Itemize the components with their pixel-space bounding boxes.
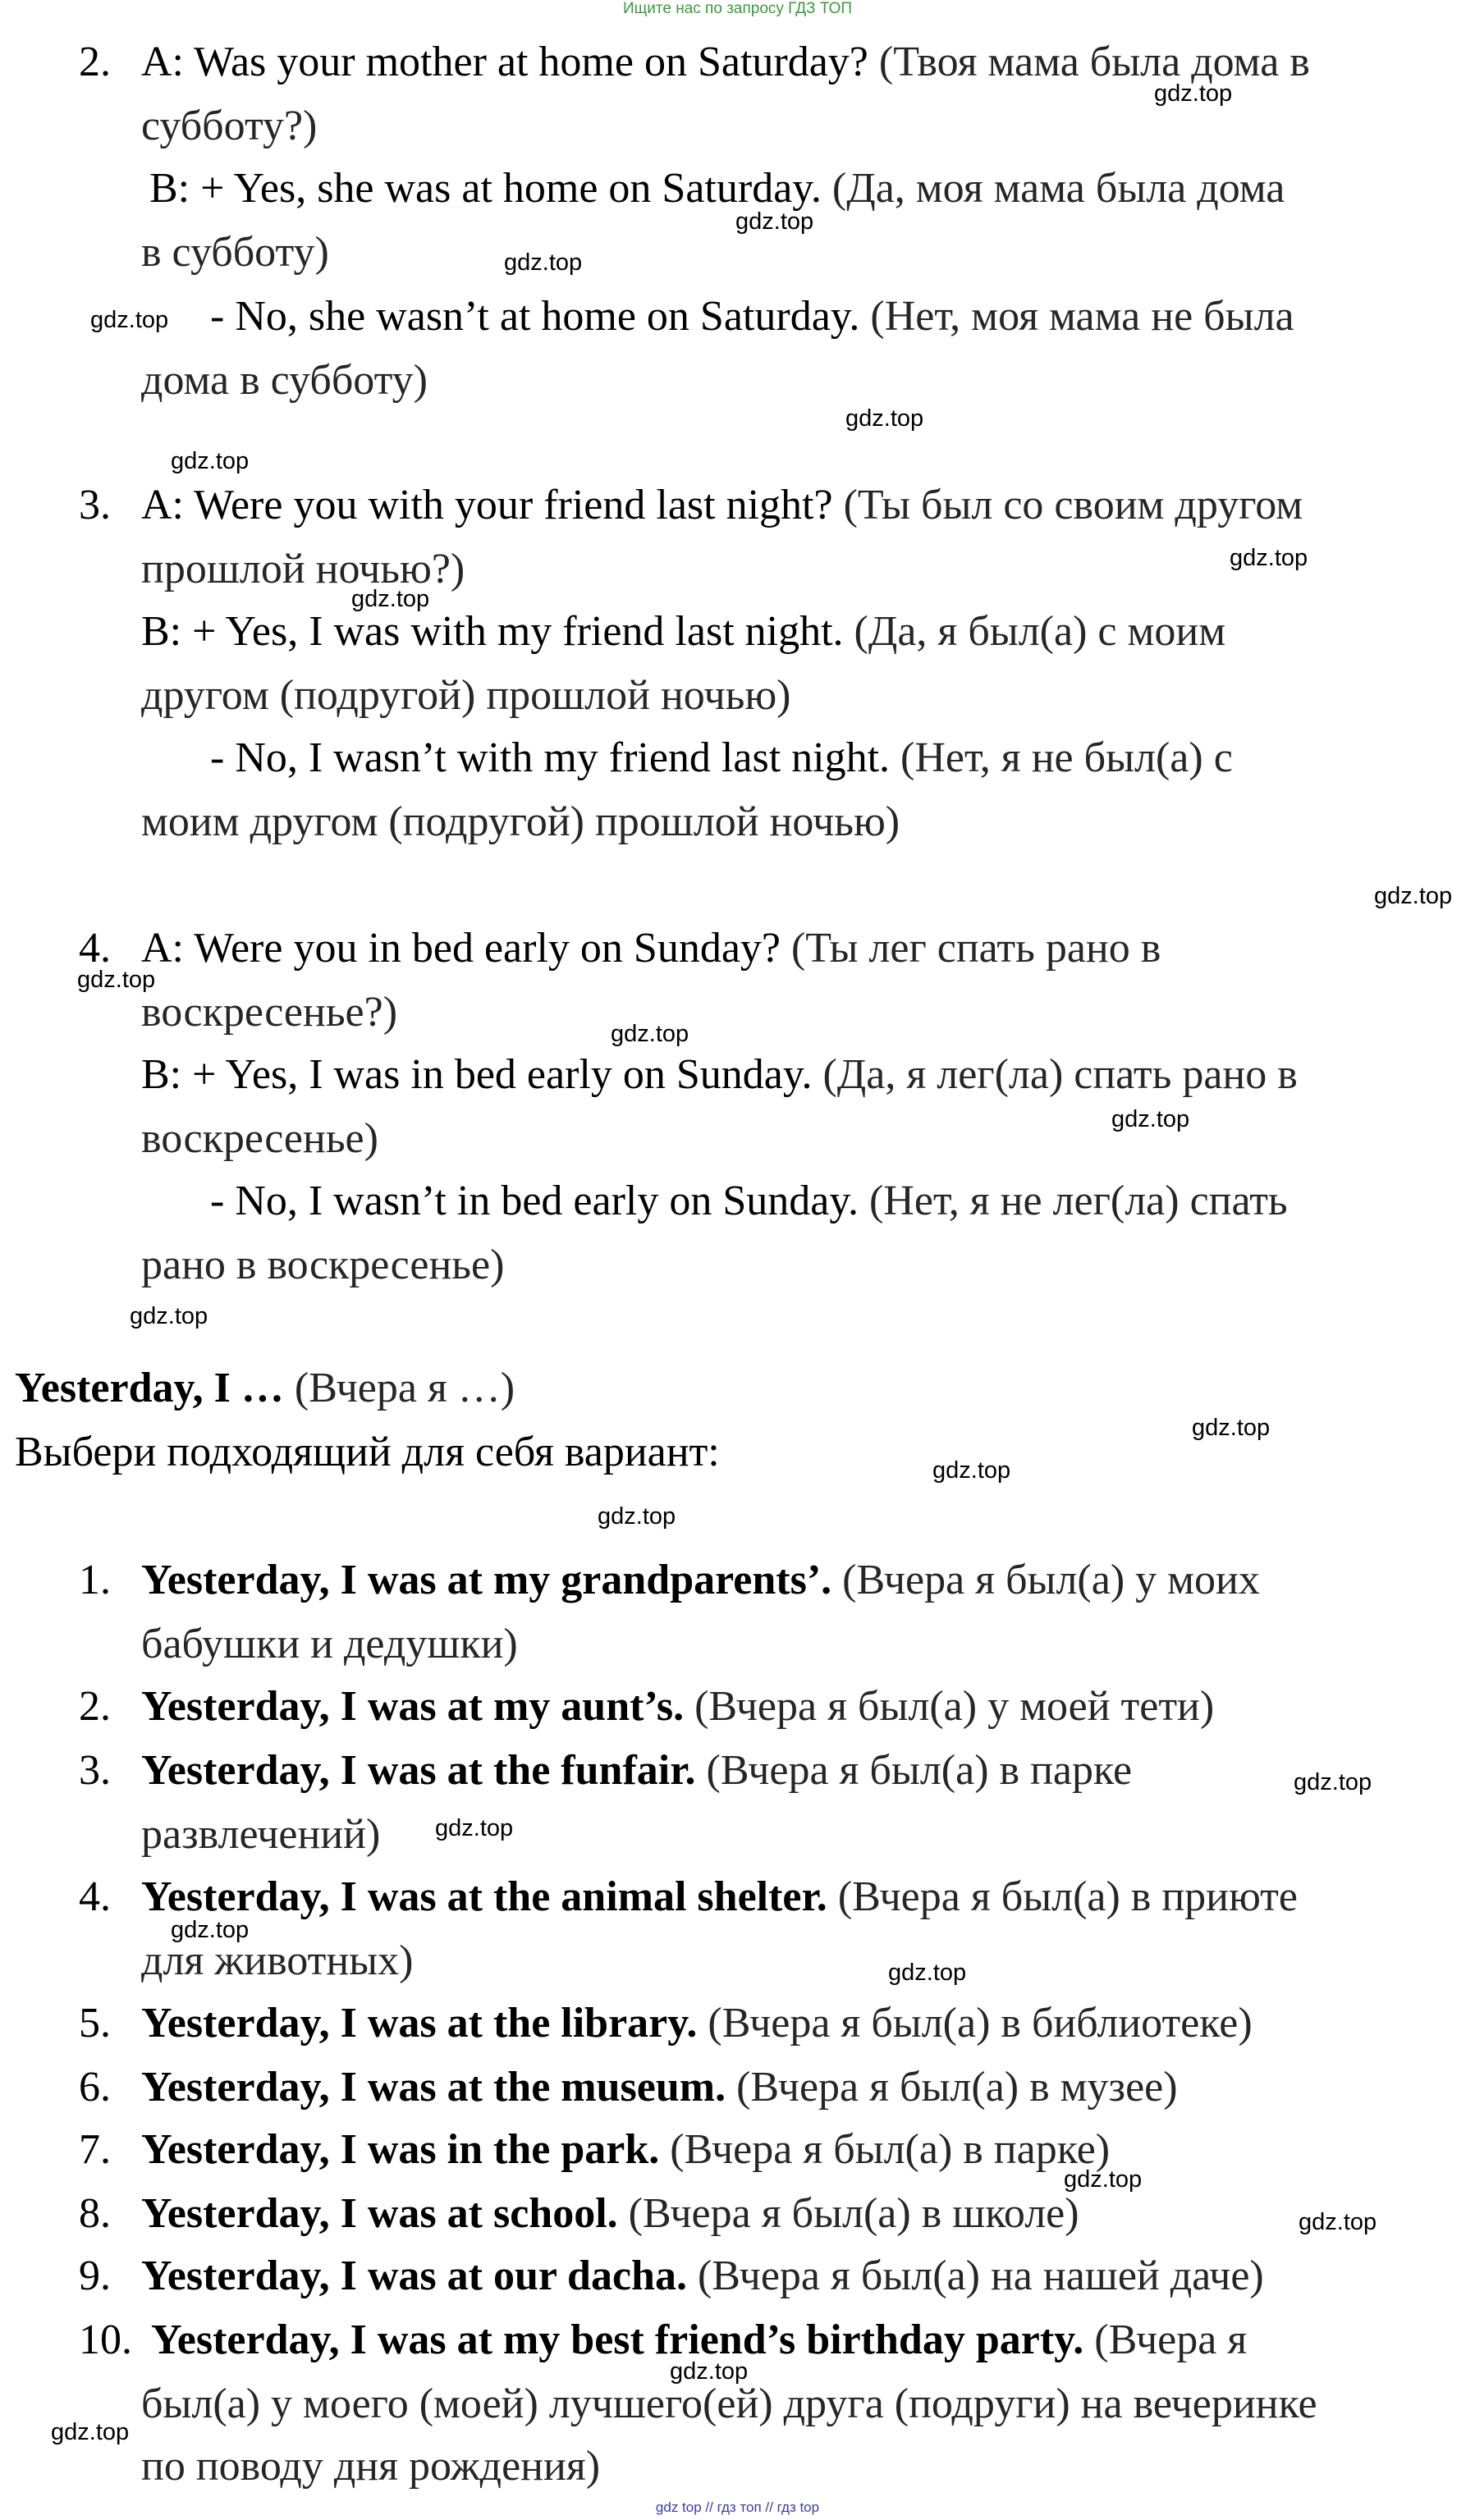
list-number: 4. [79,1873,111,1920]
qa-question-en: A: Were you with your friend last night? [141,482,833,528]
list-item-en: Yesterday, I was at the museum. [141,2064,726,2111]
list-item-en: Yesterday, I was at our dacha. [141,2252,687,2299]
list-item-ru: (Вчера я был(а) в библиотеке) [708,2000,1253,2047]
list-item-en: Yesterday, I was at school. [141,2190,618,2237]
qa-no-ru-cont: рано в воскресенье) [141,1242,505,1288]
list-number: 6. [79,2064,111,2111]
qa-no-ru: (Нет, я не был(а) с [900,734,1233,781]
list-item [141,1682,1214,1731]
list-item [141,1746,1132,1795]
watermark: gdz.top [1299,2209,1377,2235]
qa-question-en: A: Was your mother at home on Saturday? [141,39,868,85]
watermark: gdz.top [1154,80,1233,107]
watermark: gdz.top [735,208,814,235]
qa-number: 2. [79,39,111,85]
list-item [151,2316,1247,2365]
list-item-en: Yesterday, I was at my grandparents’. [141,1557,832,1603]
list-item-en: Yesterday, I was at my aunt’s. [141,1683,685,1730]
qa-no-en: - No, I wasn’t with my friend last night. [210,734,891,781]
qa-no-ru: (Нет, моя мама не была [870,293,1294,340]
watermark: gdz.top [351,586,430,612]
qa-yes-line [141,607,1225,656]
watermark: gdz.top [90,307,169,333]
list-item-ru-cont: для животных) [141,1937,414,1984]
qa-number: 3. [79,482,111,528]
list-item-ru: (Вчера я был(а) у моих [842,1557,1260,1603]
watermark: gdz.top [1111,1106,1190,1132]
watermark: gdz.top [888,1960,967,1986]
qa-no-en: - No, she wasn’t at home on Saturday. [210,293,860,340]
qa-no-en: - No, I wasn’t in bed early on Sunday. [210,1178,859,1224]
list-item-en: Yesterday, I was at my best friend’s birthday party. [151,2316,1084,2363]
list-item [141,1556,1260,1605]
list-item-ru-cont: развлечений) [141,1811,381,1858]
list-number: 3. [79,1747,111,1794]
list-item-ru: (Вчера я был(а) в парке [706,1747,1133,1794]
qa-yes-ru-cont: другом (подругой) прошлой ночью) [141,672,791,719]
list-number: 10. [79,2316,132,2363]
list-item [141,1873,1298,1922]
list-item-ru: (Вчера я был(а) в школе) [628,2190,1079,2237]
qa-question-line [141,924,1161,973]
watermark: gdz.top [845,405,924,432]
list-item-en: Yesterday, I was at the funfair. [141,1747,696,1794]
list-item-ru: (Вчера я [1094,2316,1248,2363]
watermark: gdz.top [171,1917,250,1943]
qa-no-line [210,292,1294,341]
list-number: 2. [79,1683,111,1730]
qa-number: 4. [79,925,111,972]
list-number: 8. [79,2190,111,2237]
qa-yes-ru-cont: в субботу) [141,229,329,276]
qa-yes-ru: (Да, моя мама была дома [831,165,1285,212]
section-title-ru: (Вчера я …) [294,1365,515,1411]
watermark: gdz.top [1374,883,1453,909]
top-banner: Ищите нас по запросу ГДЗ ТОП [622,0,853,17]
qa-no-ru-cont: моим другом (подругой) прошлой ночью) [141,798,900,845]
list-item-ru: (Вчера я был(а) в парке) [670,2126,1111,2173]
qa-yes-en: B: + Yes, I was with my friend last night. [141,608,844,655]
qa-no-line [210,734,1233,783]
qa-question-ru: (Ты был со своим другом [843,482,1303,528]
qa-yes-line [141,1050,1298,1100]
watermark: gdz.top [435,1815,514,1841]
qa-yes-ru: (Да, я лег(ла) спать рано в [822,1051,1298,1098]
list-item-ru: (Вчера я был(а) на нашей даче) [697,2252,1264,2299]
watermark: gdz.top [1192,1415,1271,1441]
list-item-ru-cont: по поводу дня рождения) [141,2443,601,2490]
qa-question-ru: (Ты лег спать рано в [790,925,1161,972]
list-item [141,2252,1264,2301]
watermark: gdz.top [1064,2166,1143,2193]
qa-no-line [210,1177,1288,1226]
watermark: gdz.top [1294,1769,1372,1795]
qa-question-ru-cont: воскресенье?) [141,989,398,1036]
watermark: gdz.top [598,1503,676,1530]
section-title-en: Yesterday, I … [15,1365,284,1411]
qa-question-ru: (Твоя мама была дома в [878,39,1310,85]
watermark: gdz.top [171,448,250,474]
qa-no-ru-cont: дома в субботу) [141,357,428,404]
qa-yes-ru-cont: воскресенье) [141,1115,378,1162]
watermark: gdz.top [670,2358,749,2385]
qa-question-ru-cont: прошлой ночью?) [141,546,465,592]
qa-question-line [141,38,1310,87]
list-item [141,1999,1253,2048]
qa-no-ru: (Нет, я не лег(ла) спать [868,1178,1288,1224]
list-number: 5. [79,2000,111,2047]
list-item-ru: (Вчера я был(а) в музее) [736,2064,1178,2111]
watermark: gdz.top [77,967,156,993]
list-item-ru: (Вчера я был(а) у моей тети) [694,1683,1215,1730]
list-item-en: Yesterday, I was at the library. [141,2000,698,2047]
section-instruction: Выбери подходящий для себя вариант: [15,1429,720,1475]
qa-yes-en: B: + Yes, I was in bed early on Sunday. [141,1051,813,1098]
list-number: 9. [79,2252,111,2299]
footer-text: gdz top // гдз топ // гдз top [655,2499,820,2515]
list-item [141,2063,1178,2112]
watermark: gdz.top [1230,545,1308,571]
qa-yes-line [149,164,1285,213]
list-number: 1. [79,1557,111,1603]
watermark: gdz.top [130,1303,208,1329]
qa-question-ru-cont: субботу?) [141,103,318,149]
section-title [15,1364,515,1413]
list-item [141,2189,1079,2239]
watermark: gdz.top [504,249,583,276]
list-item [141,2125,1110,2175]
watermark: gdz.top [611,1021,689,1047]
list-item-en: Yesterday, I was in the park. [141,2126,660,2173]
qa-question-en: A: Were you in bed early on Sunday? [141,925,781,972]
qa-question-line [141,481,1303,530]
list-item-en: Yesterday, I was at the animal shelter. [141,1873,827,1920]
list-item-ru: (Вчера я был(а) в приюте [837,1873,1298,1920]
qa-yes-en: B: + Yes, she was at home on Saturday. [149,165,822,212]
qa-yes-ru: (Да, я был(а) с моим [854,608,1226,655]
watermark: gdz.top [51,2419,130,2445]
list-number: 7. [79,2126,111,2173]
watermark: gdz.top [932,1457,1011,1484]
list-item-ru-cont: был(а) у моего (моей) лучшего(ей) друга (подруги) на вечеринке [141,2381,1317,2427]
list-item-ru-cont: бабушки и дедушки) [141,1621,518,1667]
